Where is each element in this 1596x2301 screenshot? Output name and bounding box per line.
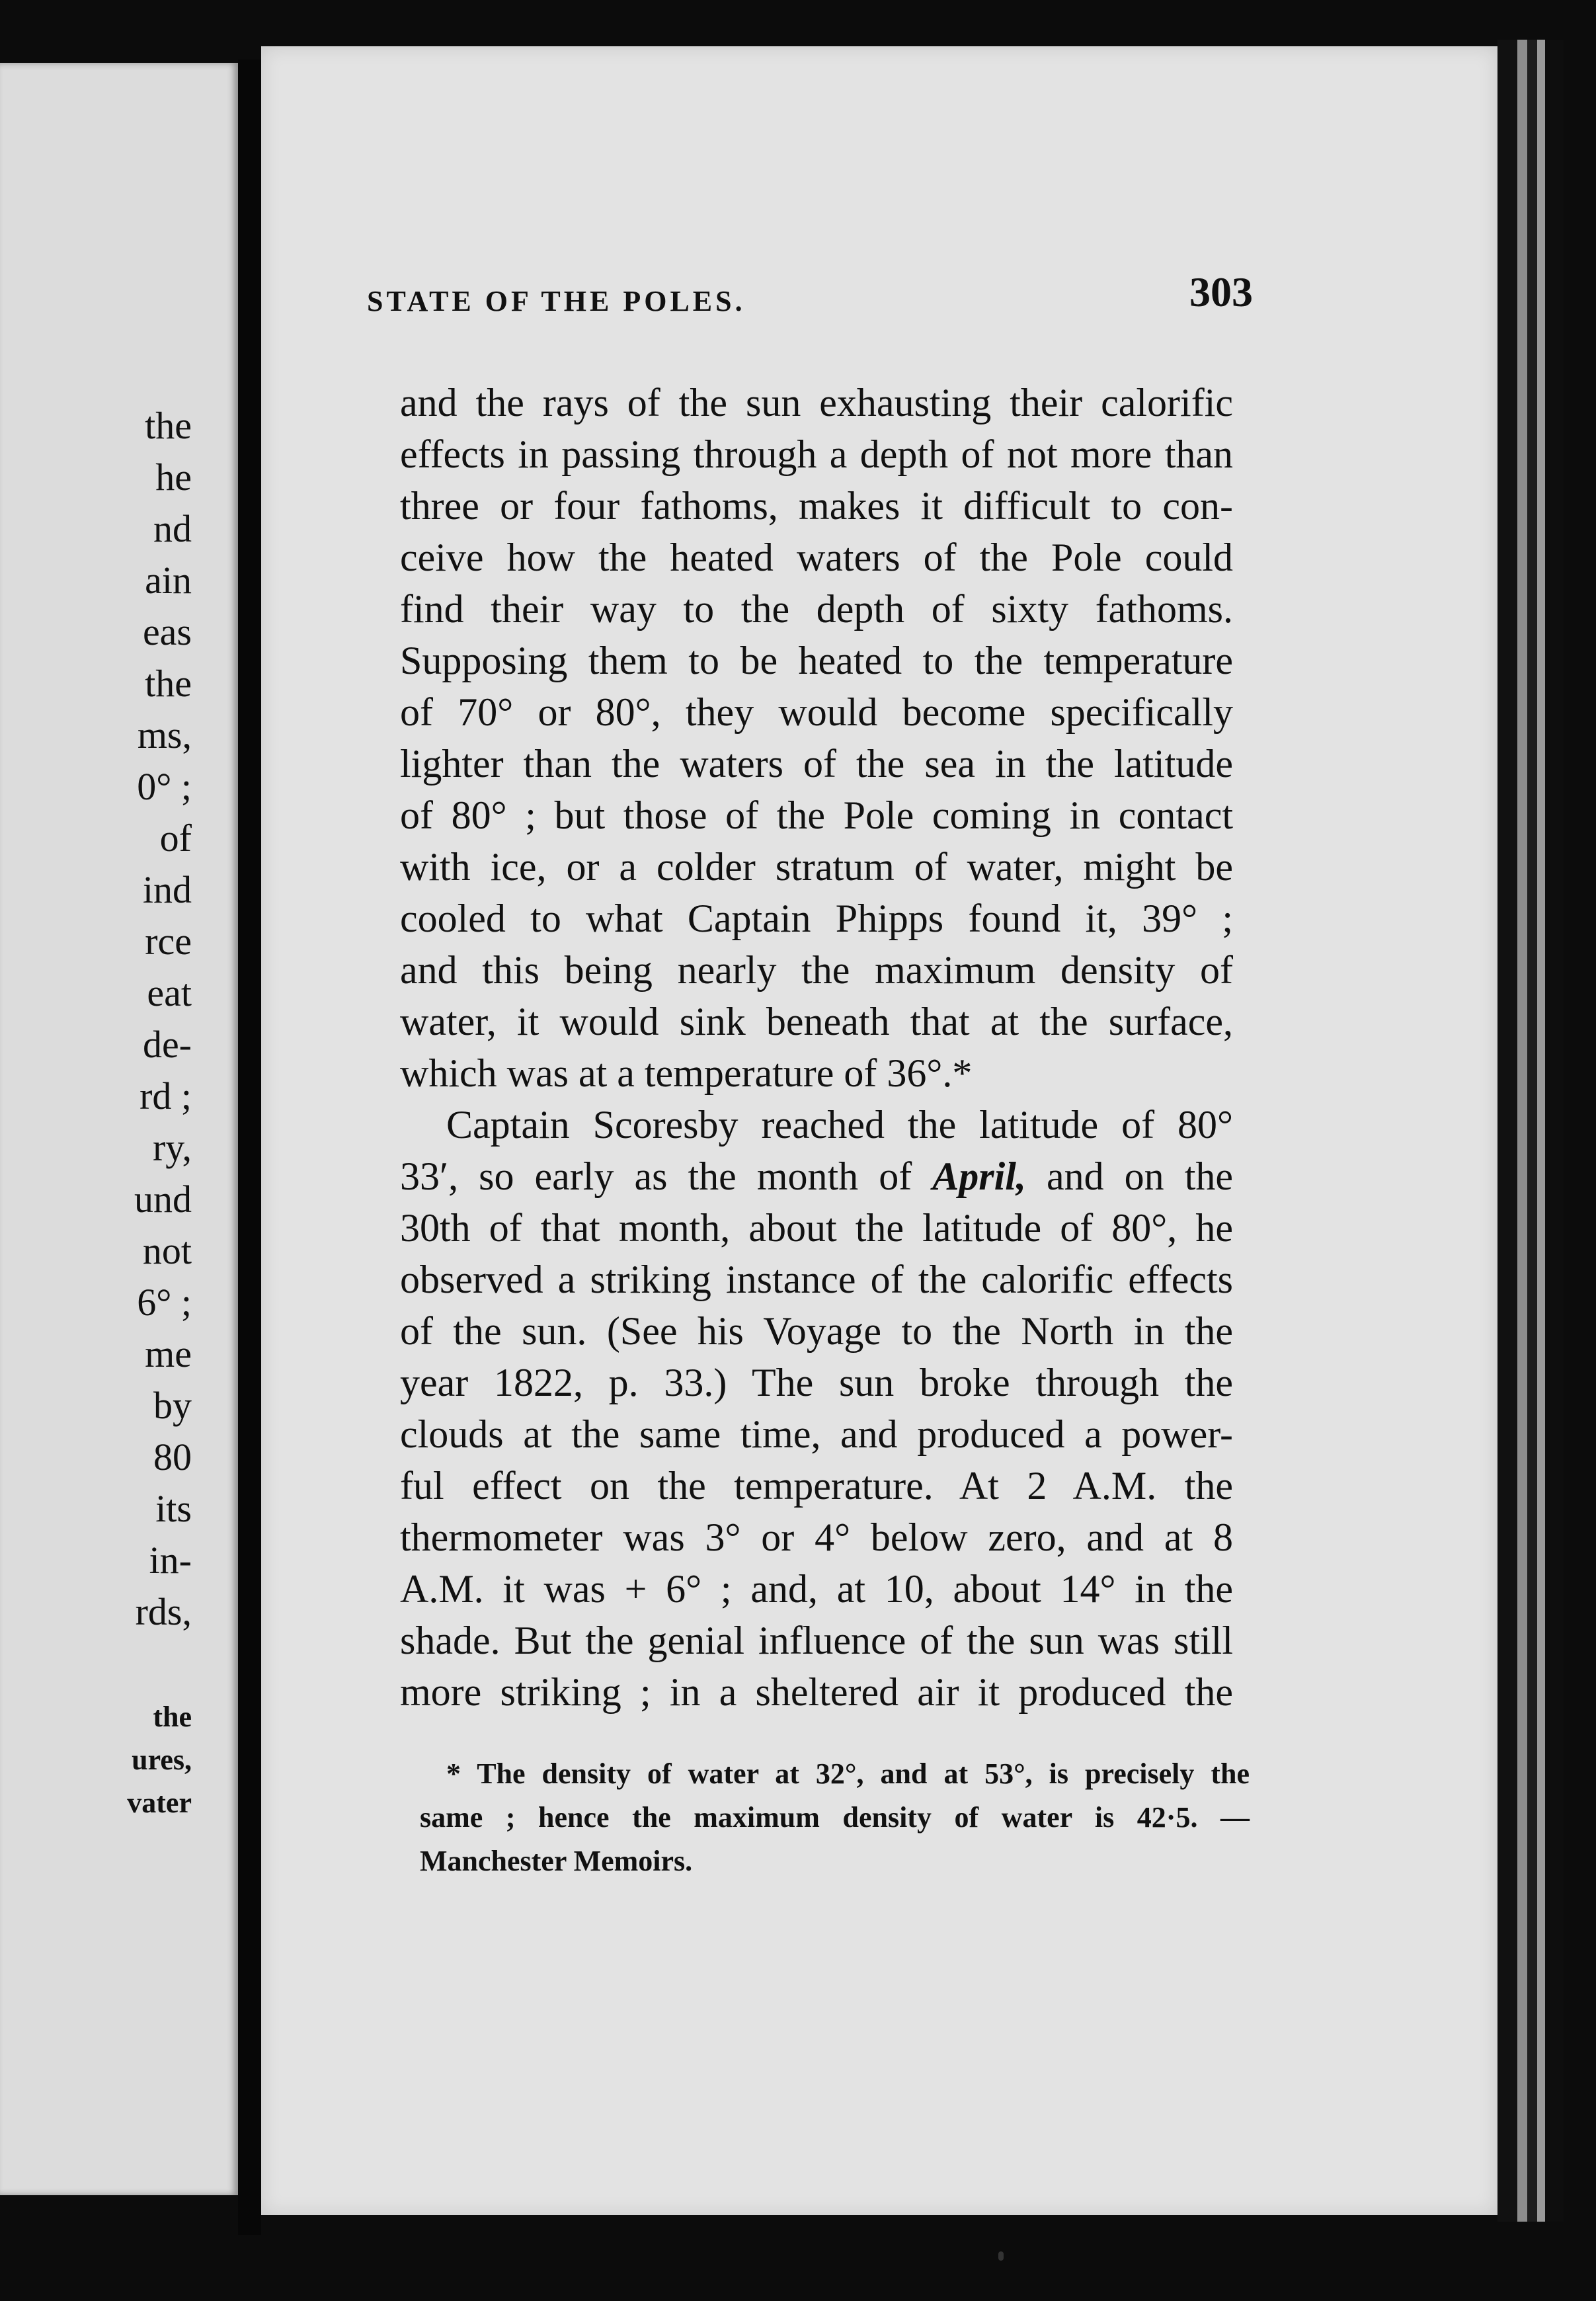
- left-page-line: vater: [127, 1787, 192, 1819]
- text-line: ceive how the heated waters of the Pole could: [400, 536, 1233, 579]
- text-line: cooled to what Captain Phipps found it, 39° ;: [400, 897, 1233, 940]
- text-line: with ice, or a colder stratum of water, might be: [400, 845, 1233, 889]
- left-page-line: by: [153, 1384, 192, 1427]
- book-fore-edge: [1497, 40, 1564, 2222]
- previous-page-fragment: [0, 63, 238, 2195]
- left-page-line: eas: [142, 610, 192, 653]
- text-line: water, it would sink beneath that at the surface,: [400, 1000, 1233, 1043]
- text-line: [400, 1150, 1233, 1202]
- text-line: ful effect on the temperature. At 2 A.M. the: [400, 1464, 1233, 1508]
- left-page-line: of: [159, 817, 192, 860]
- left-page-line: its: [155, 1487, 192, 1530]
- left-page-line: in-: [149, 1539, 192, 1582]
- text-line: year 1822, p. 33.) The sun broke through the: [400, 1361, 1233, 1404]
- body-text: [400, 377, 1233, 1718]
- text-line: and the rays of the sun exhausting their calorific: [400, 381, 1233, 424]
- text-line: observed a striking instance of the calorific effects: [400, 1258, 1233, 1301]
- text-line: thermometer was 3° or 4° below zero, and at 8: [400, 1515, 1233, 1559]
- text-line: which was at a temperature of 36°.*: [400, 1051, 973, 1095]
- running-head: [367, 261, 1253, 334]
- left-page-line: the: [145, 404, 192, 447]
- left-page-line: 6° ;: [137, 1281, 192, 1324]
- text-line: of 80° ; but those of the Pole coming in contact: [400, 793, 1233, 837]
- book-gutter: [238, 60, 261, 2235]
- text-line: 30th of that month, about the latitude of 80°, he: [400, 1206, 1233, 1250]
- text-line: of the sun. (See his Voyage to the North in the: [400, 1309, 1233, 1353]
- left-page-line: nd: [153, 507, 192, 550]
- left-page-line: the: [145, 662, 192, 705]
- left-page-line: the: [153, 1701, 192, 1733]
- footnote-line: Manchester Memoirs.: [420, 1845, 693, 1877]
- left-page-line: de-: [142, 1023, 192, 1066]
- italic-month: April,: [932, 1154, 1026, 1198]
- text-line: A.M. it was + 6° ; and, at 10, about 14° in the: [400, 1567, 1233, 1611]
- left-page-line: ry,: [152, 1126, 192, 1169]
- left-page-line: he: [155, 456, 192, 499]
- left-page-line: ms,: [137, 713, 192, 756]
- page-number: 303: [1189, 268, 1253, 315]
- text-line: three or four fathoms, makes it difficult to con-: [400, 484, 1233, 528]
- left-page-line: eat: [147, 971, 192, 1014]
- text-segment: and on the: [1025, 1154, 1234, 1198]
- text-line: clouds at the same time, and produced a power-: [400, 1412, 1233, 1456]
- left-page-line: ind: [142, 868, 192, 911]
- left-page-line: rds,: [135, 1590, 192, 1633]
- footnote-line: same ; hence the maximum density of water is 42·5. —: [420, 1801, 1250, 1834]
- chapter-title: STATE OF THE POLES.: [367, 285, 746, 317]
- left-page-line: und: [134, 1178, 192, 1221]
- left-page-line: rd ;: [140, 1074, 192, 1117]
- text-line: and this being nearly the maximum density of: [400, 948, 1233, 992]
- text-line: lighter than the waters of the sea in the latitude: [400, 742, 1233, 786]
- text-line: shade. But the genial influence of the sun was still: [400, 1619, 1233, 1662]
- left-page-line: 80: [153, 1435, 192, 1478]
- footnote: [420, 1752, 1250, 1883]
- text-line: find their way to the depth of sixty fathoms.: [400, 587, 1233, 631]
- text-segment: 33′, so early as the month of: [400, 1154, 912, 1198]
- text-line: more striking ; in a sheltered air it produced the: [400, 1670, 1233, 1714]
- left-page-line: rce: [145, 920, 192, 963]
- left-page-line: me: [145, 1332, 192, 1375]
- text-line: Supposing them to be heated to the temperature: [400, 639, 1233, 682]
- left-page-line: 0° ;: [137, 765, 192, 808]
- left-page-line: not: [142, 1229, 192, 1272]
- left-page-line: ain: [145, 559, 192, 602]
- scan-speck: [998, 2251, 1004, 2261]
- footnote-line: * The density of water at 32°, and at 53°, is precisely the: [446, 1757, 1250, 1790]
- text-line: effects in passing through a depth of not more than: [400, 432, 1233, 476]
- text-line: of 70° or 80°, they would become specifically: [400, 690, 1233, 734]
- left-page-line: ures,: [132, 1744, 192, 1776]
- text-line: Captain Scoresby reached the latitude of 80°: [446, 1103, 1233, 1147]
